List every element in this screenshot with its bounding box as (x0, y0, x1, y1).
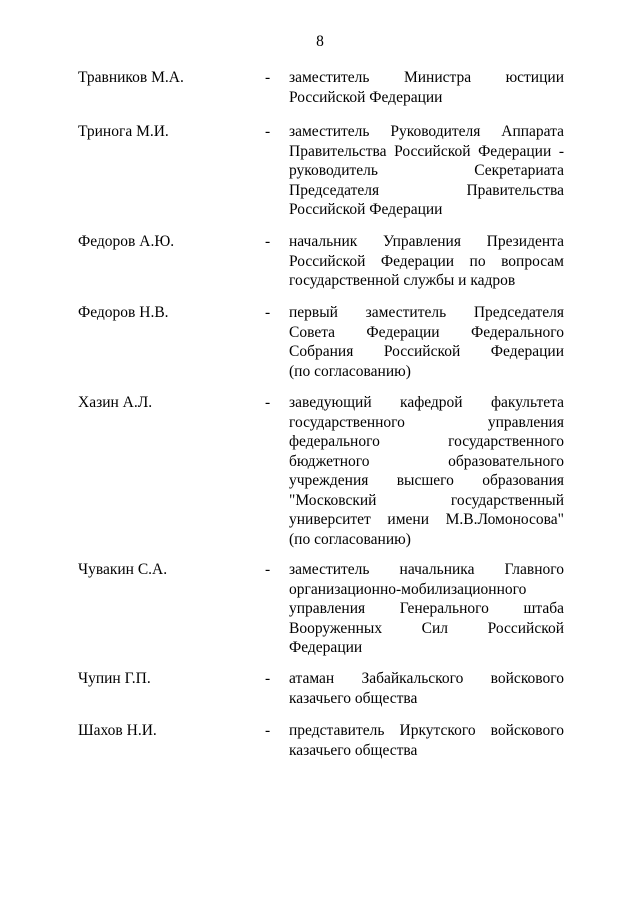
member-position (289, 68, 564, 107)
position-line: Совета Федерации Федерального (289, 323, 564, 341)
member-position (289, 122, 564, 220)
position-line: Вооруженных Сил Российской (289, 619, 564, 637)
member-position (289, 669, 564, 708)
member-name: Тринога М.И. (78, 123, 169, 140)
position-line: Российской Федерации по вопросам (289, 252, 564, 270)
separator-dash: - (265, 561, 271, 578)
separator-dash: - (265, 394, 271, 411)
position-line: атаман Забайкальского войскового (289, 670, 564, 687)
separator-dash: - (265, 69, 271, 86)
position-line: первый заместитель Председателя (289, 304, 564, 321)
position-line: Собрания Российской Федерации (289, 343, 564, 360)
member-position (289, 232, 564, 291)
position-line: федерального государственного (289, 433, 564, 450)
member-name: Федоров А.Ю. (78, 233, 175, 250)
member-name: Федоров Н.В. (78, 304, 169, 321)
position-line: университет имени М.В.Ломоносова" (289, 511, 564, 528)
position-line: казачьего общества (289, 689, 418, 707)
separator-dash: - (265, 304, 271, 321)
position-line: государственного управления (289, 413, 564, 431)
member-position (289, 393, 564, 549)
page-number: 8 (316, 33, 324, 50)
position-line: руководитель Секретариата (289, 162, 564, 179)
position-line: Председателя Правительства (289, 181, 564, 199)
position-line: государственной службы и кадров (289, 272, 516, 289)
member-name: Шахов Н.И. (78, 722, 157, 739)
position-line: Федерации (289, 639, 363, 656)
position-line: Российской Федерации (289, 201, 443, 218)
position-line: казачьего общества (289, 741, 418, 759)
position-line: заместитель Министра юстиции (289, 69, 564, 86)
position-line: Российской Федерации (289, 88, 443, 106)
separator-dash: - (265, 233, 271, 250)
member-position (289, 560, 564, 658)
member-name: Хазин А.Л. (78, 394, 153, 411)
member-name: Чупин Г.П. (78, 670, 151, 687)
position-line: начальник Управления Президента (289, 233, 564, 250)
position-line: организационно-мобилизационного (289, 580, 527, 598)
member-name: Травников М.А. (78, 69, 184, 86)
position-line: учреждения высшего образования (289, 472, 564, 489)
position-line: Правительства Российской Федерации - (289, 142, 564, 160)
position-line: (по согласованию) (289, 362, 411, 380)
position-line: управления Генерального штаба (289, 600, 564, 617)
position-line: представитель Иркутского войскового (289, 722, 564, 739)
position-line: (по согласованию) (289, 530, 411, 548)
member-position (289, 721, 564, 760)
position-line: заместитель Руководителя Аппарата (289, 123, 564, 140)
position-line: заведующий кафедрой факультета (289, 394, 564, 411)
separator-dash: - (265, 722, 271, 739)
position-line: "Московский государственный (289, 491, 564, 509)
member-name: Чувакин С.А. (78, 561, 168, 578)
separator-dash: - (265, 123, 271, 140)
position-line: бюджетного образовательного (289, 452, 564, 470)
position-line: заместитель начальника Главного (289, 561, 564, 578)
member-position (289, 303, 564, 381)
separator-dash: - (265, 670, 271, 687)
